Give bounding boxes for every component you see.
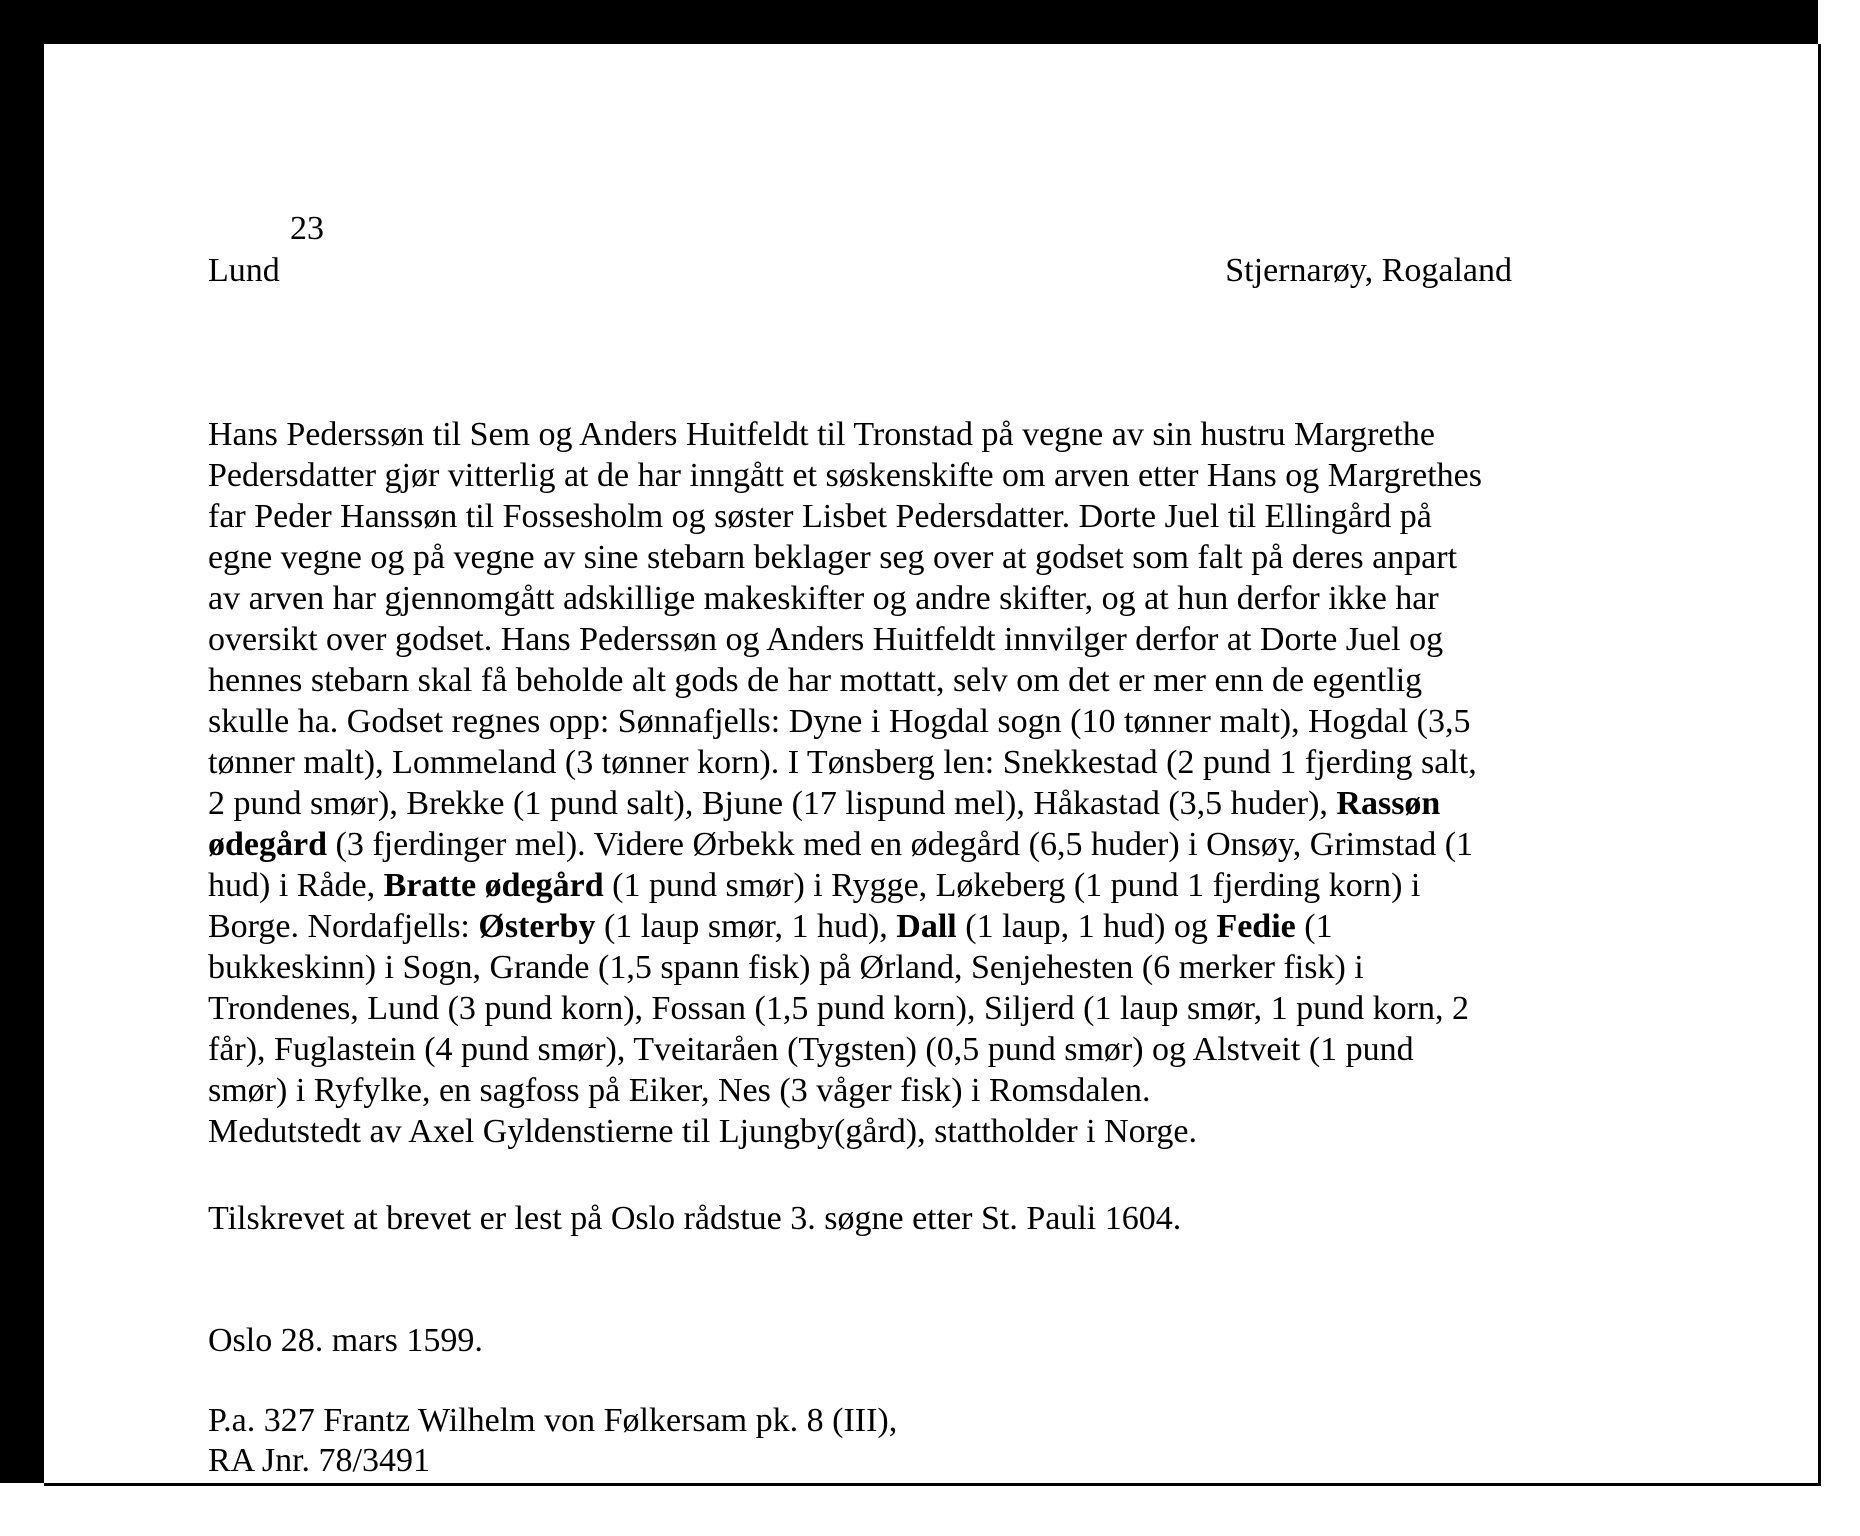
archive-reference: P.a. 327 Frantz Wilhelm von Følkersam pk. 8 (III),: [208, 1402, 898, 1439]
body-text: Medutstedt av Axel Gyldenstierne til Ljungby(gård), stattholder i Norge.: [208, 1113, 1197, 1150]
body-line: [208, 824, 1608, 865]
body-line: [208, 578, 1608, 619]
body-text: av arven har gjennomgått adskillige makeskifter og andre skifter, og at hun derfor ikke har: [208, 580, 1439, 617]
body-line: [208, 1111, 1608, 1152]
body-text: hennes stebarn skal få beholde alt gods de har mottatt, selv om det er mer enn de egentlig: [208, 662, 1423, 699]
body-text: skulle ha. Godset regnes opp: Sønnafjells: Dyne i Hogdal sogn (10 tønner malt), Hogdal (3,5: [208, 703, 1471, 740]
body-text: hud) i Råde,: [208, 867, 384, 904]
body-line: [208, 619, 1608, 660]
body-line: [208, 455, 1608, 496]
body-line: [208, 988, 1608, 1029]
body-text: Hans Pederssøn til Sem og Anders Huitfeldt til Tronstad på vegne av sin hustru Margrethe: [208, 416, 1436, 453]
body-line: [208, 414, 1608, 455]
body-text: (1 laup, 1 hud) og: [956, 908, 1217, 945]
body-line: [208, 1070, 1608, 1111]
body-line: [208, 865, 1608, 906]
body-line: [208, 906, 1608, 947]
document-number: 23: [290, 210, 324, 247]
place-name-bold: ødegård: [208, 826, 327, 863]
body-text: (1 pund smør) i Rygge, Løkeberg (1 pund 1 fjerding korn) i: [603, 867, 1421, 904]
body-line: [208, 947, 1608, 988]
body-text: (3 fjerdinger mel). Videre Ørbekk med en ødegård (6,5 huder) i Onsøy, Grimstad (1: [327, 826, 1474, 863]
scan-margin-right: [1818, 0, 1860, 1536]
body-text: Borge. Nordafjells:: [208, 908, 479, 945]
place-name-bold: Østerby: [478, 908, 596, 945]
place-name-bold: Dall: [896, 908, 957, 945]
place-name-bold: Fedie: [1216, 908, 1296, 945]
body-line: [208, 496, 1608, 537]
body-text: 2 pund smør), Brekke (1 pund salt), Bjune (17 lispund mel), Håkastad (3,5 huder),: [208, 785, 1337, 822]
body-text: (1 laup smør, 1 hud),: [595, 908, 897, 945]
body-text: far Peder Hanssøn til Fossesholm og søster Lisbet Pedersdatter. Dorte Juel til Ellingård på: [208, 498, 1432, 535]
body-line: [208, 742, 1608, 783]
body-text: får), Fuglastein (4 pund smør), Tveitaråen (Tygsten) (0,5 pund smør) og Alstveit (1 pund: [208, 1031, 1414, 1068]
place-name: Lund: [208, 252, 280, 289]
body-line: [208, 783, 1608, 824]
body-line: [208, 537, 1608, 578]
body-text: Pedersdatter gjør vitterlig at de har inngått et søskenskifte om arven etter Hans og Margrethes: [208, 457, 1482, 494]
body-text: Trondenes, Lund (3 pund korn), Fossan (1,5 pund korn), Siljerd (1 laup smør, 1 pund korn, 2: [208, 990, 1469, 1027]
body-text: bukkeskinn) i Sogn, Grande (1,5 spann fisk) på Ørland, Senjehesten (6 merker fisk) i: [208, 949, 1364, 986]
body-text: egne vegne og på vegne av sine stebarn beklager seg over at godset som falt på deres anpart: [208, 539, 1458, 576]
document-body: [208, 414, 1608, 1152]
region-name: Stjernarøy, Rogaland: [1225, 252, 1512, 289]
journal-number: RA Jnr. 78/3491: [208, 1442, 430, 1479]
body-line: [208, 701, 1608, 742]
body-text: oversikt over godset. Hans Pederssøn og Anders Huitfeldt innvilger derfor at Dorte Juel og: [208, 621, 1444, 658]
body-line: [208, 660, 1608, 701]
place-name-bold: Bratte ødegård: [383, 867, 604, 904]
scan-margin-bottom: [0, 1483, 1860, 1536]
body-text: tønner malt), Lommeland (3 tønner korn). I Tønsberg len: Snekkestad (2 pund 1 fjerding salt,: [208, 744, 1477, 781]
endorsement-note: Tilskrevet at brevet er lest på Oslo rådstue 3. søgne etter St. Pauli 1604.: [208, 1200, 1182, 1237]
body-text: smør) i Ryfylke, en sagfoss på Eiker, Nes (3 våger fisk) i Romsdalen.: [208, 1072, 1151, 1109]
place-name-bold: Rassøn: [1336, 785, 1441, 822]
issue-date: Oslo 28. mars 1599.: [208, 1322, 483, 1359]
body-line: [208, 1029, 1608, 1070]
body-text: (1: [1295, 908, 1333, 945]
